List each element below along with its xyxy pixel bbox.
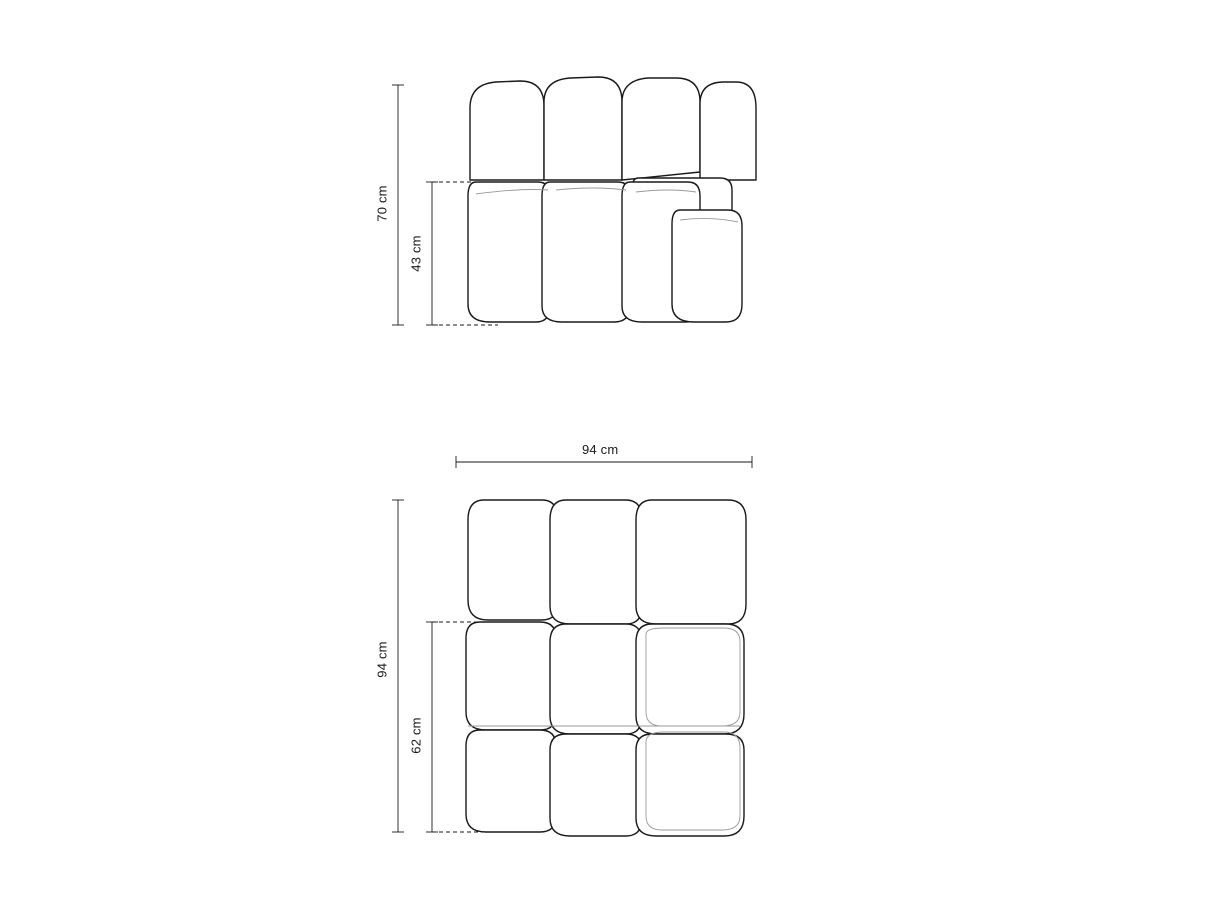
top-seat-cushions-rear <box>466 622 744 734</box>
top-seat-cushions-front <box>466 730 744 836</box>
top-view-drawing <box>380 430 800 870</box>
top-width-label: 94 cm <box>582 442 619 457</box>
front-total-height-label: 70 cm <box>374 185 390 222</box>
top-seat-depth-label: 62 cm <box>408 717 424 754</box>
front-seat-height-label: 43 cm <box>408 235 424 272</box>
base-block-right <box>672 210 742 322</box>
dimension-70cm <box>392 85 404 325</box>
top-backrest-cushions <box>468 500 746 624</box>
front-view-drawing <box>380 60 800 350</box>
backrest-cushions <box>470 77 756 180</box>
dimension-94cm-depth <box>392 500 404 832</box>
dimension-94cm-width <box>456 456 752 468</box>
top-depth-label: 94 cm <box>374 641 390 678</box>
seat-cushions <box>468 182 700 322</box>
